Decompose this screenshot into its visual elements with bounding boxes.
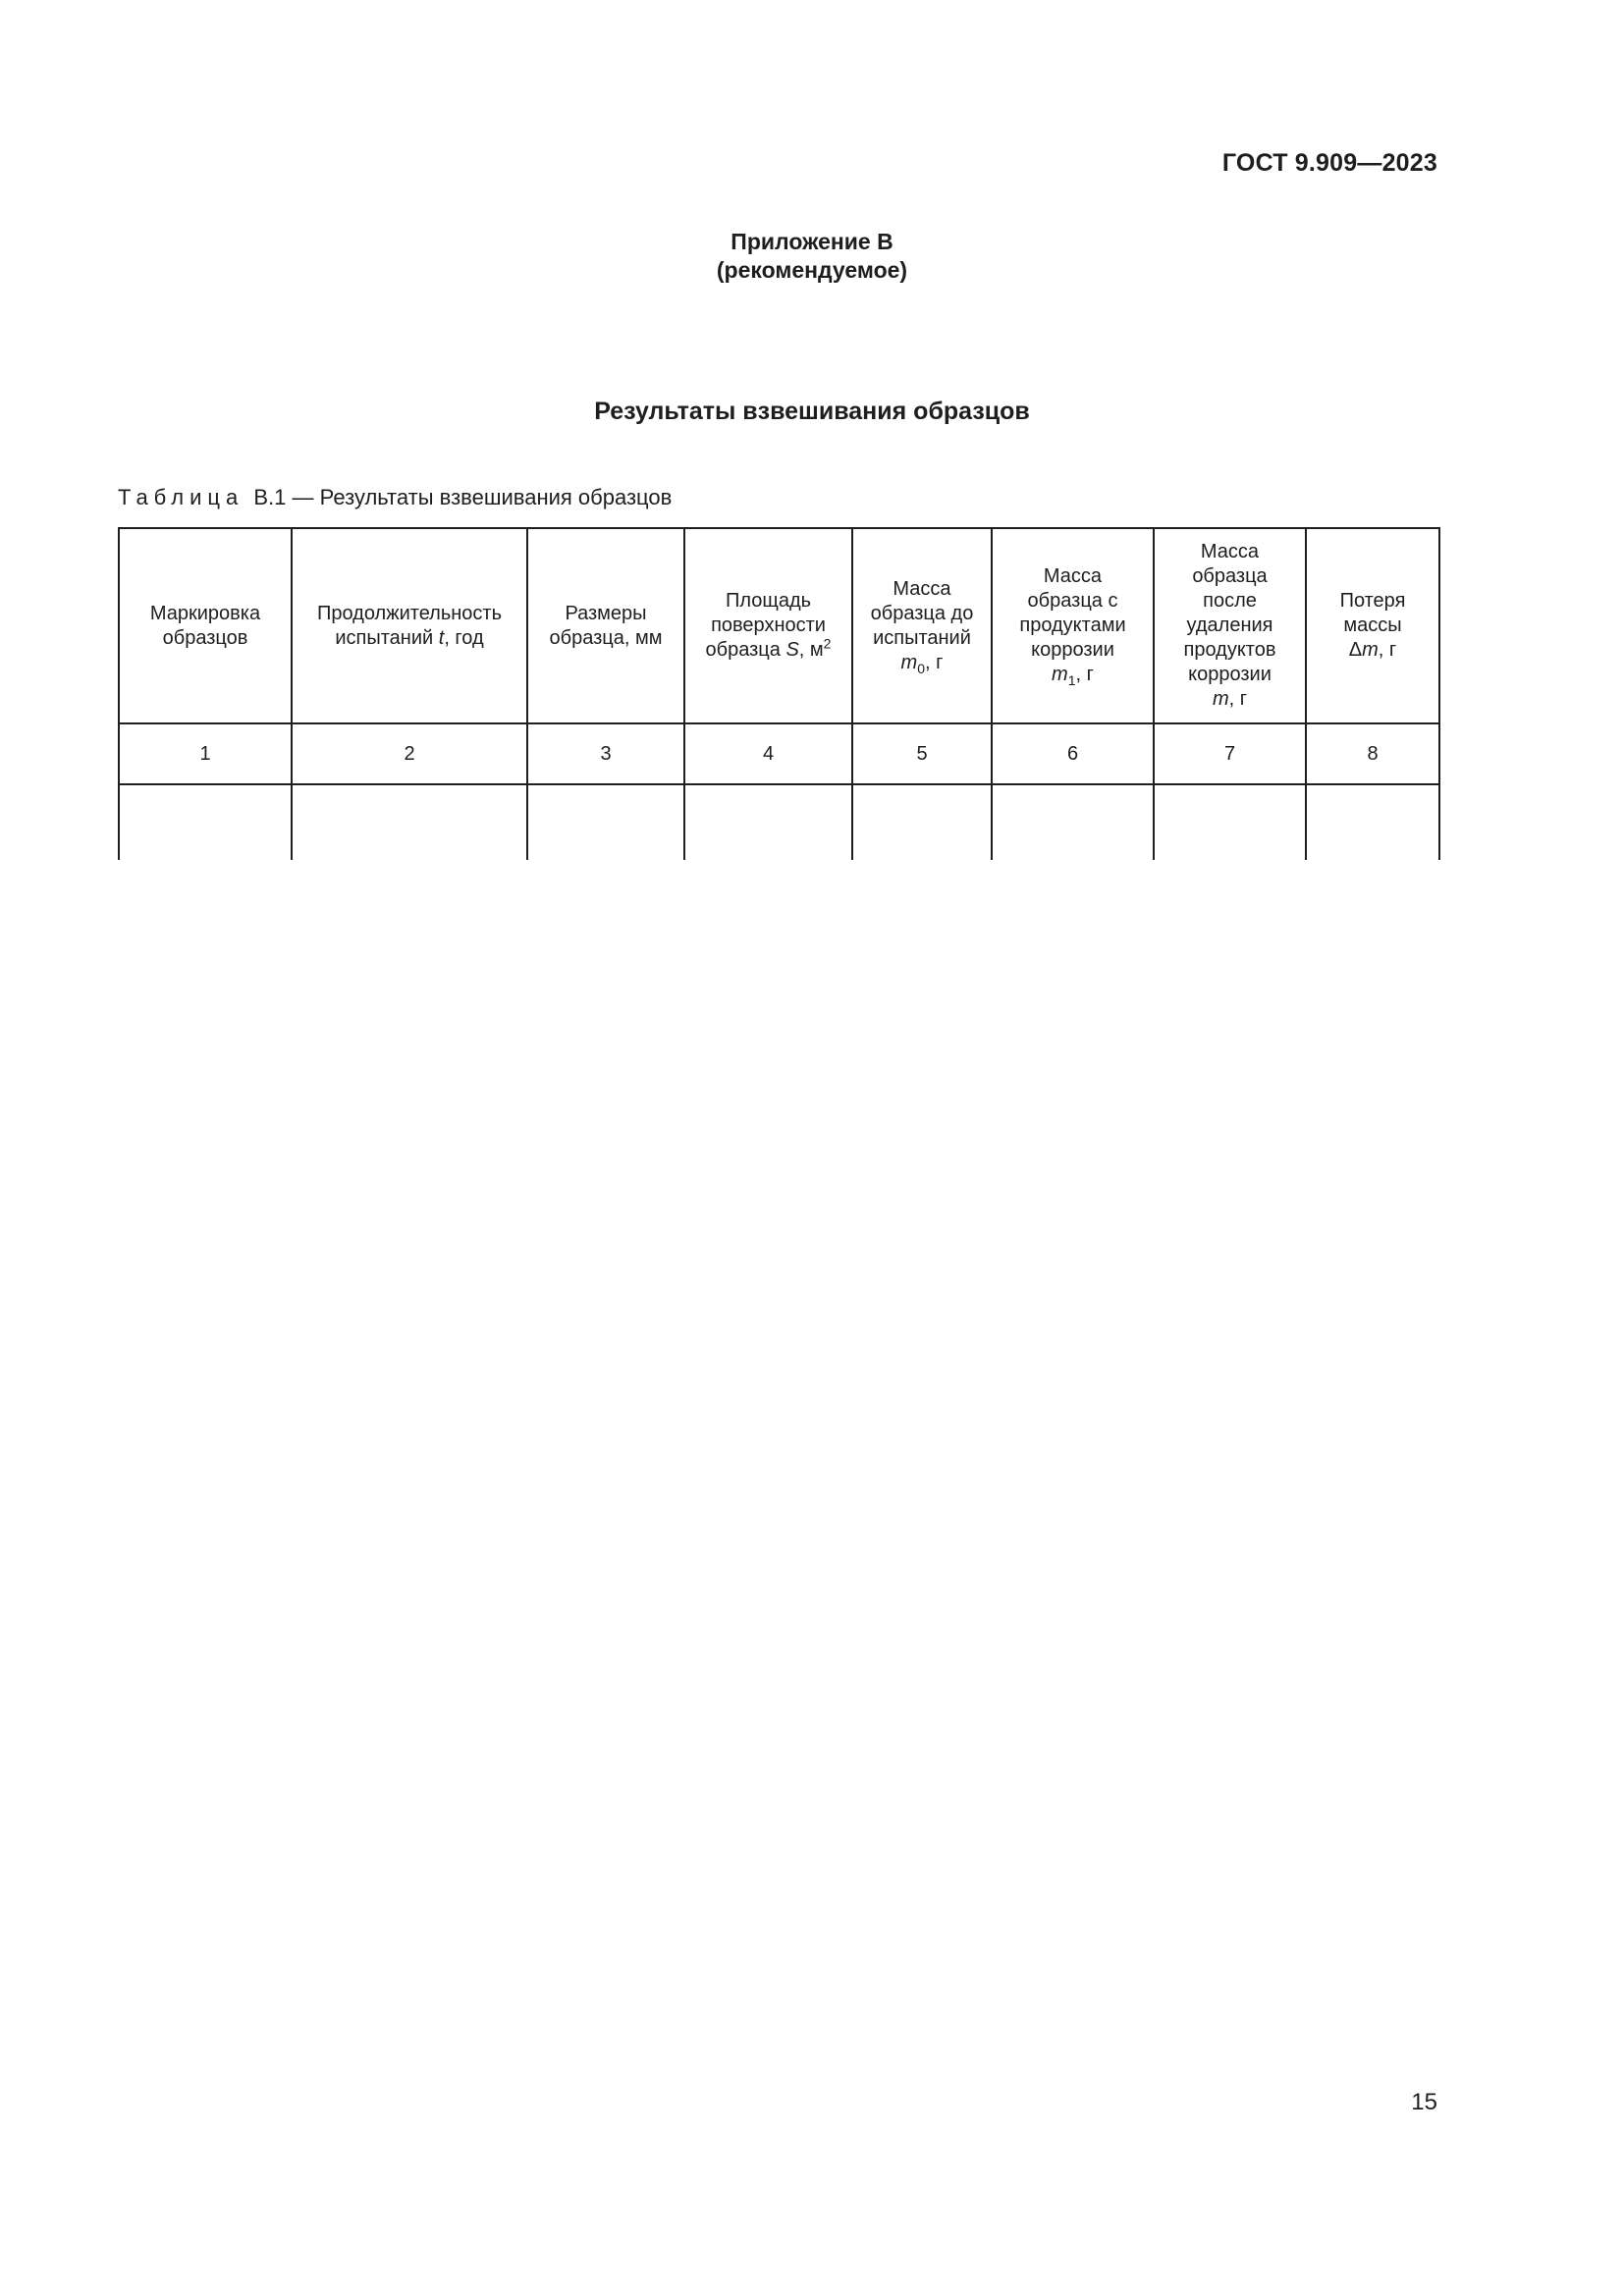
empty-cell — [119, 784, 292, 860]
header-cell-mass-with-corrosion: Масса образца с продуктами коррозии $m_1$, г — [992, 528, 1154, 723]
table-row — [119, 784, 1439, 860]
section-title: Результаты взвешивания образцов — [594, 398, 1030, 425]
empty-cell — [852, 784, 992, 860]
annex-status: (рекомендуемое) — [716, 257, 908, 283]
empty-cell — [1306, 784, 1439, 860]
header-cell-dimensions: Размеры образца, мм — [527, 528, 684, 723]
header-cell-mass-loss: Потеря массы Δm, г — [1306, 528, 1439, 723]
column-number-cell: 7 — [1154, 723, 1306, 784]
header-cell-mass-before: Масса образца до испытаний $m_0$, г — [852, 528, 992, 723]
table-caption-label: Таблица — [118, 485, 244, 509]
column-number-cell: 8 — [1306, 723, 1439, 784]
column-number-cell: 1 — [119, 723, 292, 784]
column-number-cell: 2 — [292, 723, 527, 784]
weighing-results-table — [118, 527, 1440, 860]
empty-cell — [1154, 784, 1306, 860]
table-caption-text: Результаты взвешивания образцов — [319, 485, 673, 509]
empty-cell — [684, 784, 852, 860]
empty-cell — [527, 784, 684, 860]
table-caption-number: В.1 — [253, 485, 287, 509]
column-number-cell: 6 — [992, 723, 1154, 784]
table-caption-separator: — — [286, 485, 320, 509]
column-number-cell: 4 — [684, 723, 852, 784]
annex-heading — [0, 228, 1624, 285]
annex-title: Приложение В — [731, 229, 893, 254]
empty-cell — [292, 784, 527, 860]
header-cell-mass-after-removal: Масса образца после удаления продуктов коррозии m, г — [1154, 528, 1306, 723]
document-code: ГОСТ 9.909—2023 — [1221, 149, 1437, 177]
header-cell-surface-area: Площадь поверхности образца S, $м^2$ — [684, 528, 852, 723]
column-number-cell: 3 — [527, 723, 684, 784]
table-caption — [118, 485, 672, 510]
column-number-row — [119, 723, 1439, 784]
header-cell-duration: Продолжительность испытаний t, год — [292, 528, 527, 723]
empty-cell — [992, 784, 1154, 860]
table-header-row — [119, 528, 1439, 723]
header-cell-marking: Маркировка образцов — [119, 528, 292, 723]
column-number-cell: 5 — [852, 723, 992, 784]
page-number: 15 — [1411, 2089, 1437, 2115]
